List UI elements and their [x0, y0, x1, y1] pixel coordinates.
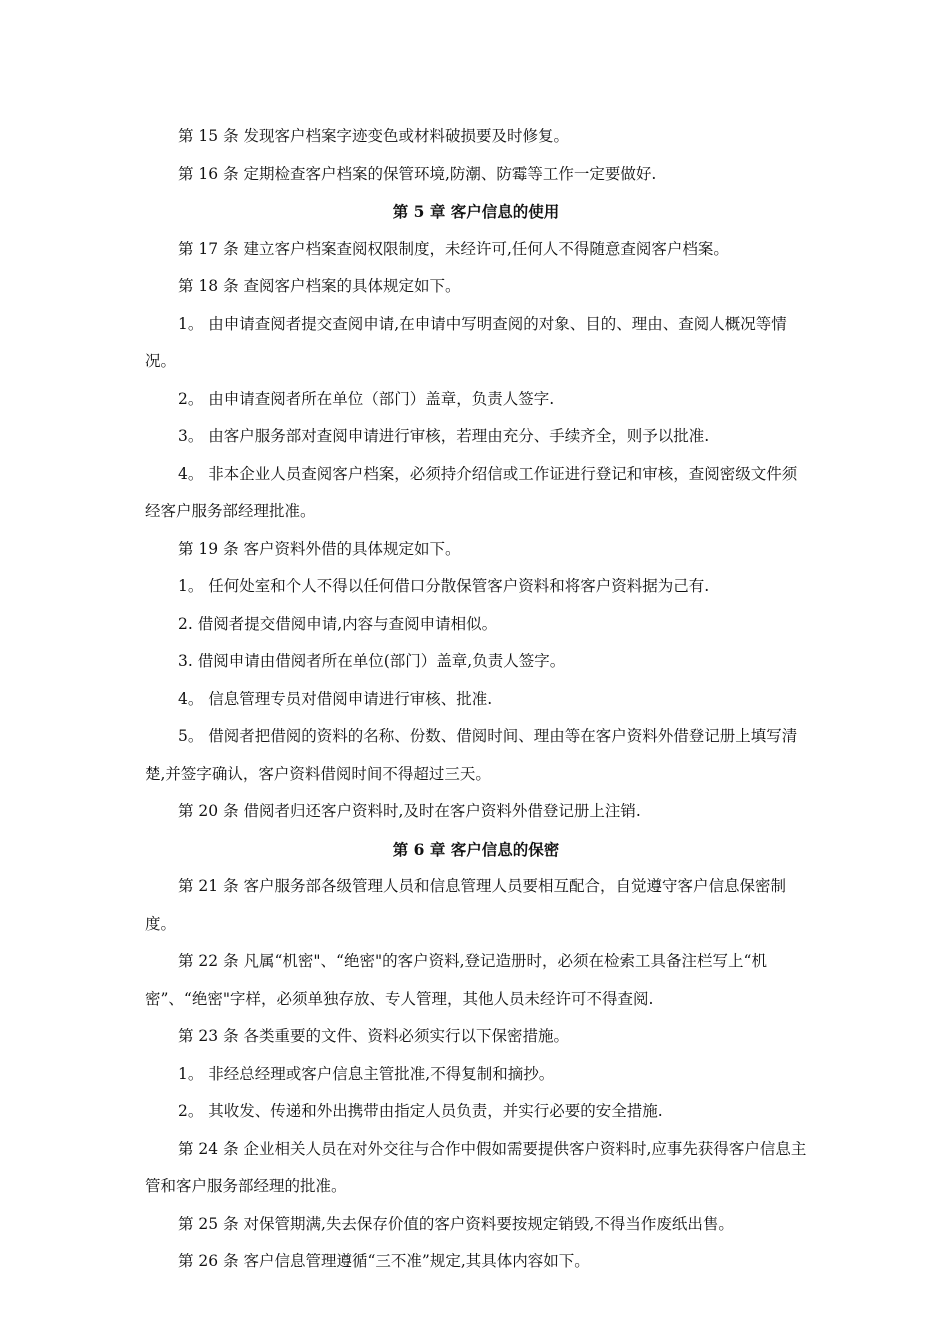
chapter-5-heading: 第 5 章 客户信息的使用 [392, 202, 560, 221]
article-18-item-2: 2。 由申请查阅者所在单位（部门）盖章，负责人签字. [178, 389, 555, 408]
article-22: 第 22 条 凡属“机密"、“绝密"的客户资料,登记造册时，必须在检索工具备注栏写上“机密”、“绝密"字样，必须单独存放、专人管理，其他人员未经许可不得查阅. [145, 952, 767, 1008]
article-16: 第 16 条 定期检查客户档案的保管环境,防潮、防霉等工作一定要做好. [178, 164, 657, 183]
article-23-item-2: 2。 其收发、传递和外出携带由指定人员负责，并实行必要的安全措施. [178, 1102, 663, 1120]
article-18: 第 18 条 查阅客户档案的具体规定如下。 [178, 277, 461, 295]
article-19-item-5: 5。 借阅者把借阅的资料的名称、份数、借阅时间、理由等在客户资料外借登记册上填写清楚,并签字确认，客户资料借阅时间不得超过三天。 [145, 727, 798, 783]
article-23-item-1: 1。 非经总经理或客户信息主管批准,不得复制和摘抄。 [178, 1064, 555, 1083]
article-19-item-2: 2. 借阅者提交借阅申请,内容与查阅申请相似。 [178, 614, 498, 633]
article-19-item-4: 4。 信息管理专员对借阅申请进行审核、批准. [178, 689, 493, 708]
article-26: 第 26 条 客户信息管理遵循“三不准”规定,其具体内容如下。 [178, 1252, 590, 1270]
article-24: 第 24 条 企业相关人员在对外交往与合作中假如需要提供客户资料时,应事先获得客户信息主管和客户服务部经理的批准。 [145, 1139, 807, 1195]
document-body [145, 118, 807, 1281]
article-15: 第 15 条 发现客户档案字迹变色或材料破损要及时修复。 [178, 127, 570, 145]
article-18-item-3: 3。 由客户服务部对查阅申请进行审核，若理由充分、手续齐全，则予以批准. [178, 427, 710, 445]
article-21: 第 21 条 客户服务部各级管理人员和信息管理人员要相互配合，自觉遵守客户信息保密制度。 [145, 877, 787, 933]
article-19-item-1: 1。 任何处室和个人不得以任何借口分散保管客户资料和将客户资料据为己有. [178, 577, 710, 595]
article-23: 第 23 条 各类重要的文件、资料必须实行以下保密措施。 [178, 1027, 570, 1045]
article-19-item-3: 3. 借阅申请由借阅者所在单位(部门）盖章,负责人签字。 [178, 652, 566, 670]
article-18-item-1: 1。 由申请查阅者提交查阅申请,在申请中写明查阅的对象、目的、理由、查阅人概况等情况。 [145, 314, 787, 370]
article-17: 第 17 条 建立客户档案查阅权限制度，未经许可,任何人不得随意查阅客户档案。 [178, 239, 729, 258]
chapter-6-heading: 第 6 章 客户信息的保密 [392, 839, 560, 859]
article-20: 第 20 条 借阅者归还客户资料时,及时在客户资料外借登记册上注销. [178, 802, 641, 820]
article-19: 第 19 条 客户资料外借的具体规定如下。 [178, 539, 461, 558]
article-18-item-4: 4。 非本企业人员查阅客户档案，必须持介绍信或工作证进行登记和审核，查阅密级文件须经客户服务部经理批准。 [145, 464, 798, 520]
article-25: 第 25 条 对保管期满,失去保存价值的客户资料要按规定销毁,不得当作废纸出售。 [178, 1214, 734, 1233]
